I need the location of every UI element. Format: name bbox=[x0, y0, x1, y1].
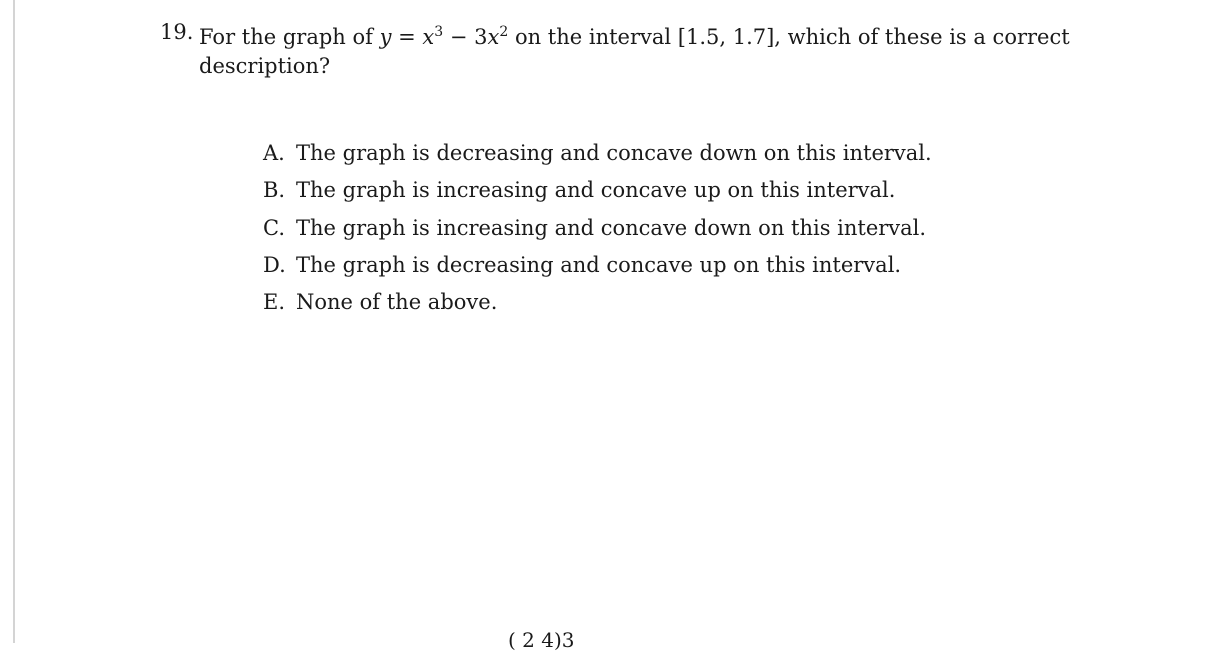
math-var-y: y bbox=[379, 25, 392, 49]
choice-c[interactable] bbox=[263, 213, 932, 250]
choice-text: The graph is decreasing and concave up on this interval. bbox=[296, 252, 902, 277]
choice-letter: C. bbox=[263, 215, 285, 240]
math-minus-coefficient: − 3 bbox=[443, 25, 488, 49]
math-term2-base: x bbox=[487, 25, 500, 49]
choice-letter: E. bbox=[263, 290, 286, 315]
math-term1-base: x bbox=[422, 25, 435, 49]
answer-choices bbox=[263, 138, 932, 324]
choice-text: The graph is increasing and concave down on this interval. bbox=[296, 215, 927, 240]
math-equals: = bbox=[391, 25, 423, 49]
question-text-lead: For the graph of bbox=[199, 25, 380, 49]
choice-letter: A. bbox=[263, 141, 285, 165]
question-text bbox=[199, 18, 1070, 81]
question-text-tail: on the interval [1.5, 1.7], which of these is a correct description? bbox=[199, 25, 1070, 78]
choice-text: None of the above. bbox=[296, 290, 498, 315]
choice-b[interactable] bbox=[263, 175, 932, 212]
choice-letter: D. bbox=[263, 252, 286, 277]
question-number: 19. bbox=[160, 20, 194, 44]
choice-letter: B. bbox=[263, 178, 286, 203]
choice-d[interactable] bbox=[263, 250, 932, 287]
question-19 bbox=[160, 18, 1070, 81]
math-term2-exponent: 2 bbox=[499, 24, 509, 40]
math-term1-exponent: 3 bbox=[434, 24, 444, 40]
choice-text: The graph is decreasing and concave down on this interval. bbox=[296, 141, 932, 165]
choice-e[interactable] bbox=[263, 287, 932, 324]
choice-text: The graph is increasing and concave up on this interval. bbox=[296, 178, 896, 203]
next-question-fragment: ( 2 4)3 bbox=[508, 628, 575, 652]
choice-a[interactable] bbox=[263, 138, 932, 175]
page-left-border bbox=[13, 0, 15, 643]
